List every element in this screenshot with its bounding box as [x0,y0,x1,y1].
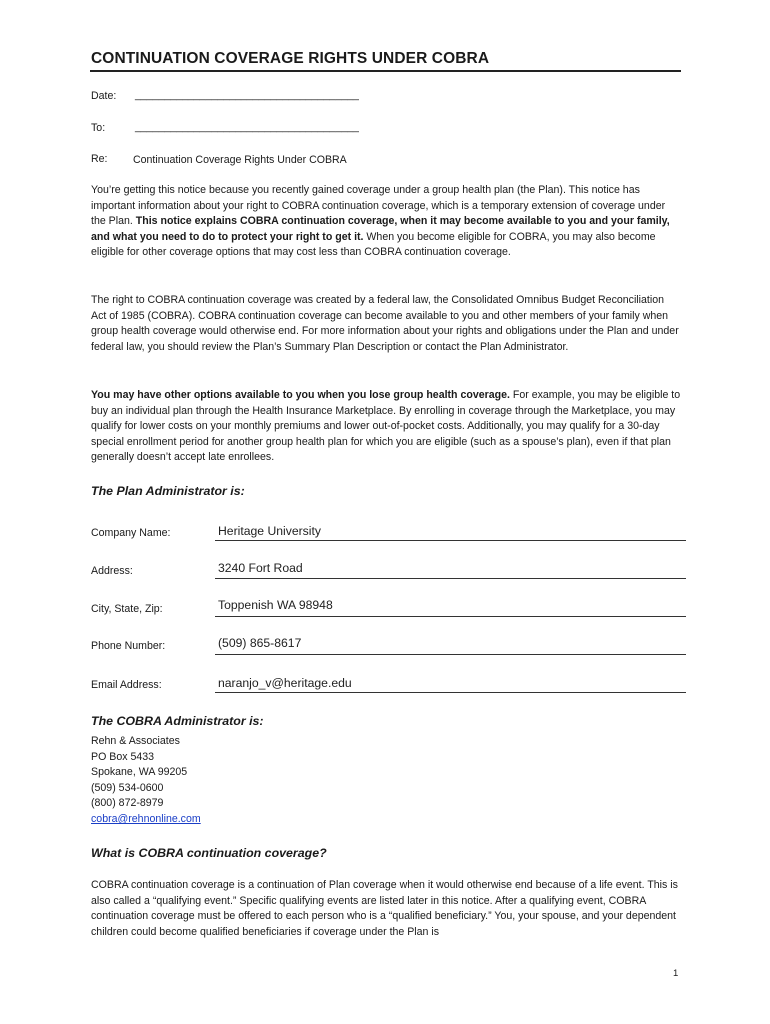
intro-paragraph [91,183,681,261]
company-name-underline [215,540,686,541]
cobra-admin-phone-1: (509) 534-0600 [91,781,164,794]
address-label: Address: [91,565,133,577]
title-divider [90,70,681,72]
company-name-field[interactable]: Heritage University [218,524,321,538]
cobra-admin-heading: The COBRA Administrator is: [91,714,264,728]
intro-bold-text: This notice explains COBRA continuation coverage, when it may become available to you and your family, and what you need to do to protect your right to get it. [91,215,670,243]
intro-text-1: You’re getting this notice because you recently gained coverage under a group health plan (the Plan). This notice has important information about your right to COBRA continuation coverage, which is a temporary extension of coverage under the Plan. [91,184,666,228]
company-name-label: Company Name: [91,527,171,539]
document-title: CONTINUATION COVERAGE RIGHTS UNDER COBRA [91,50,490,67]
other-options-text: For example, you may be eligible to buy an individual plan through the Health Insurance Marketplace. By enrolling in coverage through the Marketplace, you may qualify for lower costs on your monthly premiums and lower out-of-pocket costs. Additionally, you may qualify for a 30-day special enrollment period for another group health plan for which you are eligible (such as a spouse’s plan), even if that plan generally doesn’t accept late enrollees. [91,389,681,464]
cobra-admin-po-box: PO Box 5433 [91,750,155,763]
re-value: Continuation Coverage Rights Under COBRA [133,154,347,166]
cobra-admin-phone-2: (800) 872-8979 [91,797,164,810]
to-blank-line: ______________________________________ [135,121,359,133]
cobra-admin-name: Rehn & Associates [91,735,180,747]
what-is-cobra-paragraph: COBRA continuation coverage is a continuation of Plan coverage when it would otherwise end because of a life event. This is also called a “qualifying event.” Specific qualifying events are listed later in this notice. After a qualifying event, COBRA continuation coverage must be offered to each person who is a “qualified beneficiary.” You, your spouse, and your dependent children could become qualified beneficiaries if coverage under the Plan is [91,879,678,938]
email-address-field[interactable]: naranjo_v@heritage.edu [218,676,352,690]
other-options-paragraph [91,388,681,466]
phone-number-field[interactable]: (509) 865-8617 [218,636,302,650]
re-label: Re: [91,153,108,165]
intro-text-2: When you become eligible for COBRA, you may also become eligible for other coverage options that may cost less than COBRA continuation coverage. [91,230,656,259]
phone-number-label: Phone Number: [91,640,166,652]
city-state-zip-underline [215,616,686,617]
page-number: 1 [673,968,679,979]
to-label: To: [91,122,106,134]
cobra-admin-email-link[interactable]: cobra@rehnonline.com [91,812,201,825]
city-state-zip-label: City, State, Zip: [91,603,163,615]
cobra-admin-city: Spokane, WA 99205 [91,766,188,779]
date-label: Date: [91,90,117,102]
plan-admin-heading: The Plan Administrator is: [91,484,245,498]
date-blank-line: ______________________________________ [135,89,359,101]
phone-number-underline [215,654,686,655]
address-field[interactable]: 3240 Fort Road [218,561,303,575]
what-is-cobra-heading: What is COBRA continuation coverage? [91,846,327,860]
cobra-law-paragraph: The right to COBRA continuation coverage was created by a federal law, the Consolidated Omnibus Budget Reconciliation Act of 1985 (COBRA). COBRA continuation coverage can become available to you and other members of your family when group health coverage would otherwise end. For more information about your rights and obligations under the Plan and under federal law, you should review the Plan’s Summary Plan Description or contact the Plan Administrator. [91,294,679,353]
other-options-bold: You may have other options available to you when you lose group health coverage. [91,389,510,401]
cobra-admin-address [91,734,201,828]
city-state-zip-field[interactable]: Toppenish WA 98948 [218,598,333,612]
email-address-underline [215,692,686,693]
address-underline [215,578,686,579]
email-address-label: Email Address: [91,679,162,691]
